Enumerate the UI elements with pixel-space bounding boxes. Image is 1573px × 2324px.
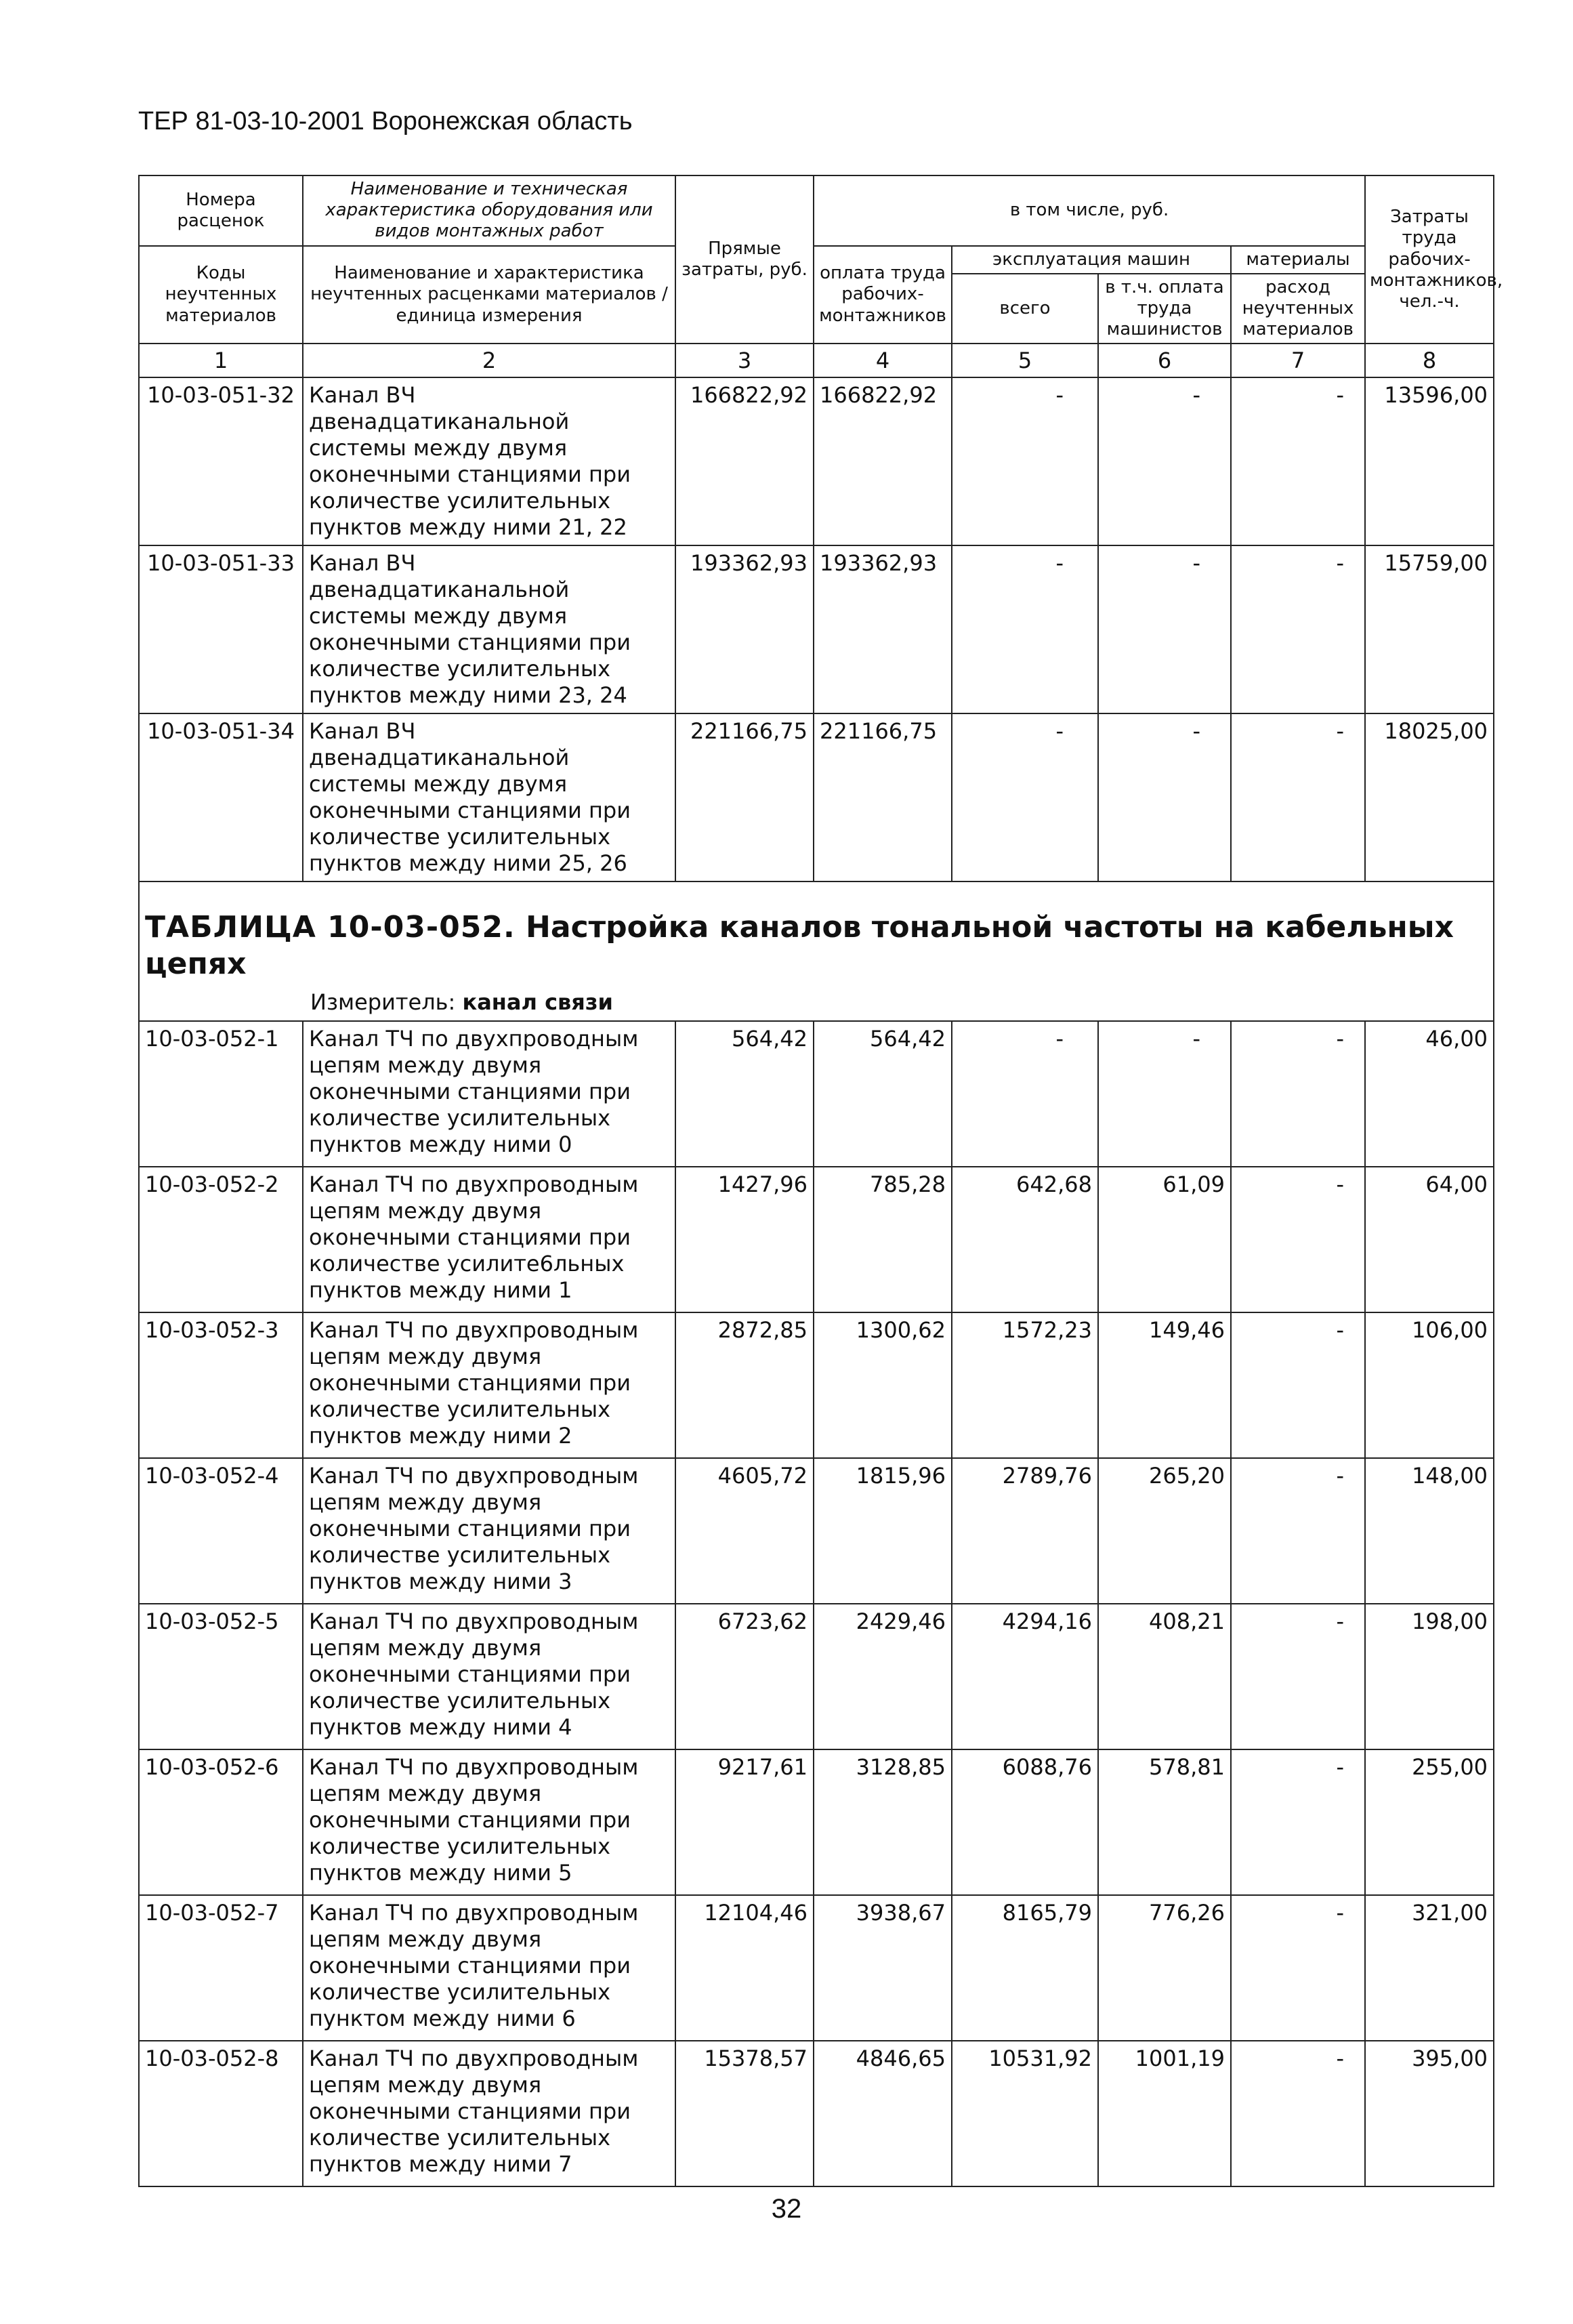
- col-number: 2: [303, 344, 675, 377]
- rate-code: 10-03-052-7: [139, 1895, 303, 2041]
- labor-hours: 18025,00: [1365, 713, 1494, 881]
- rate-code: 10-03-052-2: [139, 1167, 303, 1312]
- rate-code: 10-03-051-32: [139, 377, 303, 545]
- col-number: 4: [814, 344, 952, 377]
- materials-usage: -: [1231, 1604, 1365, 1749]
- materials-usage: -: [1231, 2041, 1365, 2186]
- labor-pay: 564,42: [814, 1021, 952, 1167]
- machinists-pay: 408,21: [1098, 1604, 1231, 1749]
- rate-name: Канал ТЧ по двухпроводным цепям между двумя оконечными станциями при количестве усилительных пунктов между ними 3: [303, 1458, 675, 1604]
- materials-usage: -: [1231, 377, 1365, 545]
- direct-costs: 4605,72: [675, 1458, 814, 1604]
- labor-hours: 198,00: [1365, 1604, 1494, 1749]
- rate-code: 10-03-051-33: [139, 545, 303, 713]
- table-row: [139, 1458, 1494, 1604]
- labor-hours: 395,00: [1365, 2041, 1494, 2186]
- materials-usage: -: [1231, 1895, 1365, 2041]
- section-label: ТАБЛИЦА 10-03-052.: [145, 910, 516, 945]
- labor-pay: 221166,75: [814, 713, 952, 881]
- rate-name: Канал ТЧ по двухпроводным цепям между двумя оконечными станциями при количестве усилительных пунктов между ними 5: [303, 1749, 675, 1895]
- rate-code: 10-03-052-6: [139, 1749, 303, 1895]
- direct-costs: 12104,46: [675, 1895, 814, 2041]
- machines-total: 10531,92: [952, 2041, 1098, 2186]
- rates-table: [138, 175, 1503, 2187]
- rate-name: Канал ТЧ по двухпроводным цепям между двумя оконечными станциями при количестве усилительных пунктов между ними 7: [303, 2041, 675, 2186]
- table-row: [139, 1604, 1494, 1749]
- table-row: [139, 545, 1494, 713]
- hdr-machines: эксплуатация машин: [952, 246, 1231, 274]
- hdr-machines-total: всего: [952, 274, 1098, 344]
- materials-usage: -: [1231, 1167, 1365, 1312]
- machinists-pay: 578,81: [1098, 1749, 1231, 1895]
- materials-usage: -: [1231, 1458, 1365, 1604]
- labor-hours: 148,00: [1365, 1458, 1494, 1604]
- machines-total: 8165,79: [952, 1895, 1098, 2041]
- machines-total: -: [952, 713, 1098, 881]
- rate-name: Канал ВЧ двенадцатиканальной системы между двумя оконечными станциями при количестве усилительных пунктов между ними 25, 26: [303, 713, 675, 881]
- labor-hours: 64,00: [1365, 1167, 1494, 1312]
- rate-name: Канал ТЧ по двухпроводным цепям между двумя оконечными станциями при количестве усилительных пунктом между ними 6: [303, 1895, 675, 2041]
- labor-pay: 2429,46: [814, 1604, 952, 1749]
- direct-costs: 9217,61: [675, 1749, 814, 1895]
- rate-code: 10-03-052-4: [139, 1458, 303, 1604]
- rate-code: 10-03-052-8: [139, 2041, 303, 2186]
- hdr-labor-pay: оплата труда рабочих-монтажников: [814, 246, 952, 344]
- labor-pay: 193362,93: [814, 545, 952, 713]
- table-row: [139, 713, 1494, 881]
- labor-pay: 166822,92: [814, 377, 952, 545]
- labor-hours: 321,00: [1365, 1895, 1494, 2041]
- labor-pay: 785,28: [814, 1167, 952, 1312]
- hdr-work-name: Наименование и техническая характеристика оборудования или видов монтажных работ: [303, 175, 675, 246]
- materials-usage: -: [1231, 1749, 1365, 1895]
- rate-code: 10-03-052-3: [139, 1312, 303, 1458]
- col-number: 5: [952, 344, 1098, 377]
- direct-costs: 166822,92: [675, 377, 814, 545]
- measure-label: Измеритель:: [310, 989, 456, 1016]
- rate-name: Канал ТЧ по двухпроводным цепям между двумя оконечными станциями при количестве усилите6льных пунктов между ними 1: [303, 1167, 675, 1312]
- hdr-material-name: Наименование и характеристика неучтенных расценками материалов / единица измерения: [303, 246, 675, 344]
- labor-pay: 3128,85: [814, 1749, 952, 1895]
- machinists-pay: -: [1098, 545, 1231, 713]
- machinists-pay: 1001,19: [1098, 2041, 1231, 2186]
- labor-pay: 3938,67: [814, 1895, 952, 2041]
- labor-pay: 4846,65: [814, 2041, 952, 2186]
- rate-name: Канал ТЧ по двухпроводным цепям между двумя оконечными станциями при количестве усилительных пунктов между ними 2: [303, 1312, 675, 1458]
- machines-total: 2789,76: [952, 1458, 1098, 1604]
- table-row: [139, 1167, 1494, 1312]
- table-row: [139, 1749, 1494, 1895]
- machinists-pay: 149,46: [1098, 1312, 1231, 1458]
- page-number: 32: [771, 2194, 802, 2224]
- section-heading: Настройка каналов тональной частоты на кабельных цепях: [145, 910, 1454, 982]
- hdr-materials-usage: расход неучтенных материалов: [1231, 274, 1365, 344]
- direct-costs: 1427,96: [675, 1167, 814, 1312]
- col-number: 1: [139, 344, 303, 377]
- col-number: 3: [675, 344, 814, 377]
- hdr-direct-costs: Прямые затраты, руб.: [675, 175, 814, 344]
- hdr-material-codes: Коды неучтенных материалов: [139, 246, 303, 344]
- measure-value: канал связи: [462, 989, 613, 1016]
- machines-total: -: [952, 377, 1098, 545]
- machinists-pay: 265,20: [1098, 1458, 1231, 1604]
- section-title: [139, 881, 1494, 982]
- direct-costs: 193362,93: [675, 545, 814, 713]
- machinists-pay: -: [1098, 1021, 1231, 1167]
- table-row: [139, 1895, 1494, 2041]
- rate-code: 10-03-052-1: [139, 1021, 303, 1167]
- rate-name: Канал ВЧ двенадцатиканальной системы между двумя оконечными станциями при количестве усилительных пунктов между ними 21, 22: [303, 377, 675, 545]
- page-header: ТЕР 81-03-10-2001 Воронежская область: [138, 107, 633, 136]
- machinists-pay: 61,09: [1098, 1167, 1231, 1312]
- table-row: [139, 377, 1494, 545]
- direct-costs: 15378,57: [675, 2041, 814, 2186]
- materials-usage: -: [1231, 1021, 1365, 1167]
- hdr-machinists-pay: в т.ч. оплата труда машинистов: [1098, 274, 1231, 344]
- rate-name: Канал ТЧ по двухпроводным цепям между двумя оконечными станциями при количестве усилительных пунктов между ними 4: [303, 1604, 675, 1749]
- col-number: 7: [1231, 344, 1365, 377]
- hdr-rate-numbers: Номера расценок: [139, 175, 303, 246]
- rate-code: 10-03-052-5: [139, 1604, 303, 1749]
- hdr-materials: материалы: [1231, 246, 1365, 274]
- machinists-pay: -: [1098, 377, 1231, 545]
- direct-costs: 2872,85: [675, 1312, 814, 1458]
- machines-total: 642,68: [952, 1167, 1098, 1312]
- rate-name: Канал ТЧ по двухпроводным цепям между двумя оконечными станциями при количестве усилительных пунктов между ними 0: [303, 1021, 675, 1167]
- labor-hours: 13596,00: [1365, 377, 1494, 545]
- table-row: [139, 1312, 1494, 1458]
- measure-line: [139, 982, 1494, 1021]
- col-number: 6: [1098, 344, 1231, 377]
- direct-costs: 6723,62: [675, 1604, 814, 1749]
- labor-pay: 1300,62: [814, 1312, 952, 1458]
- labor-hours: 106,00: [1365, 1312, 1494, 1458]
- machinists-pay: -: [1098, 713, 1231, 881]
- labor-hours: 15759,00: [1365, 545, 1494, 713]
- col-number: 8: [1365, 344, 1494, 377]
- rate-name: Канал ВЧ двенадцатиканальной системы между двумя оконечными станциями при количестве усилительных пунктов между ними 23, 24: [303, 545, 675, 713]
- table-row: [139, 1021, 1494, 1167]
- materials-usage: -: [1231, 713, 1365, 881]
- materials-usage: -: [1231, 1312, 1365, 1458]
- hdr-in-total: в том числе, руб.: [814, 175, 1365, 246]
- labor-hours: 255,00: [1365, 1749, 1494, 1895]
- direct-costs: 221166,75: [675, 713, 814, 881]
- labor-pay: 1815,96: [814, 1458, 952, 1604]
- hdr-labor-hours: Затраты труда рабочих-монтажников, чел.-ч.: [1365, 175, 1494, 344]
- machines-total: 4294,16: [952, 1604, 1098, 1749]
- direct-costs: 564,42: [675, 1021, 814, 1167]
- materials-usage: -: [1231, 545, 1365, 713]
- machines-total: 1572,23: [952, 1312, 1098, 1458]
- machines-total: -: [952, 545, 1098, 713]
- labor-hours: 46,00: [1365, 1021, 1494, 1167]
- machines-total: 6088,76: [952, 1749, 1098, 1895]
- machinists-pay: 776,26: [1098, 1895, 1231, 2041]
- machines-total: -: [952, 1021, 1098, 1167]
- table-row: [139, 2041, 1494, 2186]
- rate-code: 10-03-051-34: [139, 713, 303, 881]
